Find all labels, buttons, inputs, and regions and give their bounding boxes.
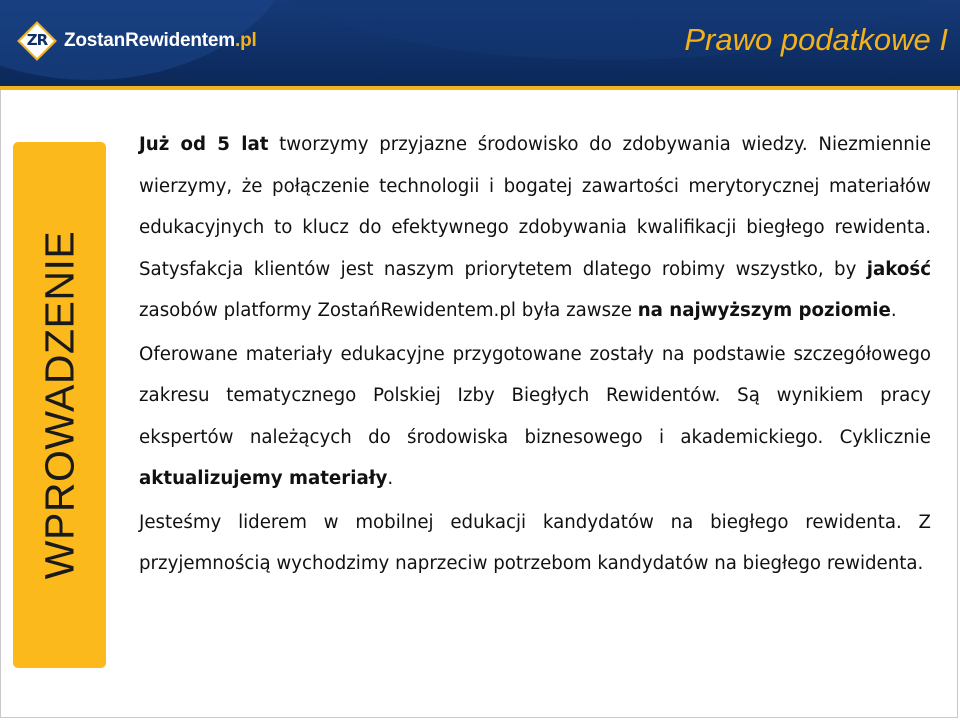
page-title: Prawo podatkowe I	[684, 22, 948, 57]
section-label-box	[13, 142, 106, 668]
logo-text	[64, 30, 257, 52]
text-segment: Jesteśmy liderem w mobilnej edukacji kandydatów na biegłego rewidenta. Z przyjemnością wychodzimy naprzeciw potrzebom kandydatów na biegłego rewidenta.	[139, 511, 931, 574]
logo[interactable]	[18, 22, 257, 60]
paragraph	[139, 124, 931, 332]
text-segment: tworzymy przyjazne środowisko do zdobywania wiedzy. Niezmiennie wierzymy, że połączenie technologii i bogatej zawartości merytorycznej materiałów edukacyjnych to klucz do efektywnego zdobywania kwalifikacji biegłego rewidenta. Satysfakcja klientów jest naszym priorytetem dlatego robimy wszystko, by	[139, 134, 932, 280]
text-segment: zasobów platformy ZostańRewidentem.pl była zawsze	[139, 300, 638, 321]
text-segment: Oferowane materiały edukacyjne przygotowane zostały na podstawie szczegółowego zakresu tematycznego Polskiej Izby Biegłych Rewidentów. Są wynikiem pracy ekspertów należących do środowiska biznesowego i akademickiego. Cyklicznie	[139, 343, 931, 448]
paragraph	[139, 334, 931, 500]
logo-name: ZostanRewidentem	[64, 30, 235, 51]
logo-icon	[18, 22, 56, 60]
logo-mark-letters: ZR	[26, 31, 48, 49]
bold-text: na najwyższym poziomie	[637, 300, 891, 321]
section-label: WPROWADZENIE	[36, 230, 82, 580]
logo-suffix: .pl	[235, 30, 257, 51]
bold-text: jakość	[866, 258, 931, 280]
bold-text: Już od 5 lat	[139, 134, 269, 155]
intro-text	[139, 124, 931, 587]
text-segment: .	[387, 468, 394, 489]
header-bar	[0, 0, 960, 90]
paragraph	[139, 502, 931, 585]
bold-text: aktualizujemy materiały	[139, 468, 388, 489]
text-segment: .	[890, 300, 897, 321]
